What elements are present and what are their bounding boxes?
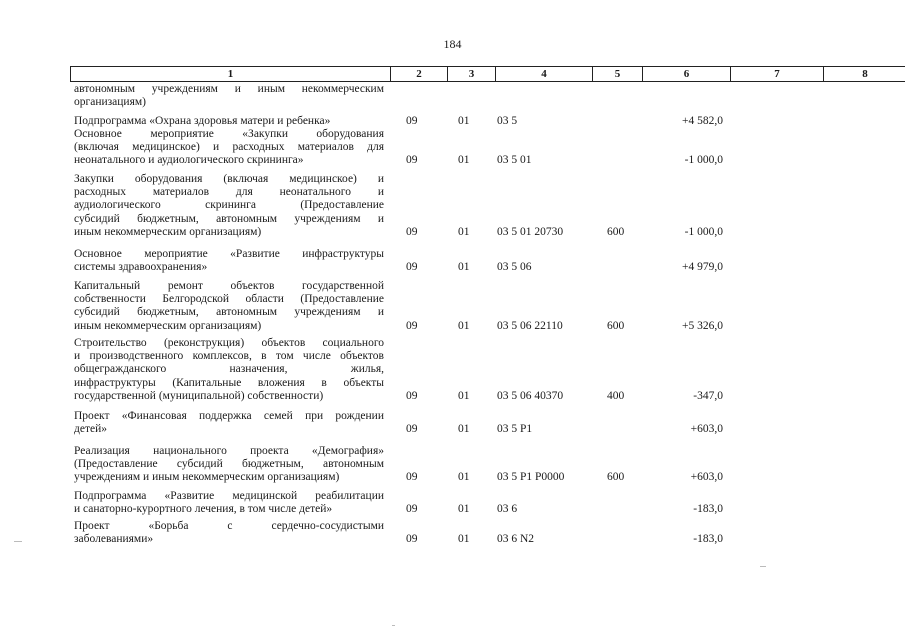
description-line: и производственного комплексов, в том числе объектов xyxy=(74,350,384,363)
scan-mark xyxy=(760,566,766,567)
header-col-7: 7 xyxy=(731,67,824,81)
description-line: аудиологического скрининга (Предоставление xyxy=(74,199,384,212)
row-description xyxy=(74,248,384,274)
description-line: автономным учреждениям и иным некоммерческим xyxy=(74,83,384,95)
section-code: 09 xyxy=(406,225,418,238)
expense-type-code: 400 xyxy=(607,389,625,402)
description-line: Закупки оборудования (включая медицинское) и xyxy=(74,173,384,185)
amount-value: +4 582,0 xyxy=(682,115,723,127)
amount-value: -183,0 xyxy=(693,533,723,546)
row-description xyxy=(74,490,384,516)
description-line: Подпрограмма «Охрана здоровья матери и ребенка» xyxy=(74,115,331,127)
description-line: государственной (муниципальной) собственности) xyxy=(74,389,324,402)
header-col-4: 4 xyxy=(496,67,593,81)
row-description xyxy=(74,520,384,546)
row-description xyxy=(74,337,384,403)
description-line: субсидий бюджетным, автономным учреждениям и xyxy=(74,306,384,319)
amount-value: -347,0 xyxy=(693,389,723,402)
amount-value: +603,0 xyxy=(690,471,723,484)
subsection-code: 01 xyxy=(458,319,470,332)
description-line: Проект «Финансовая поддержка семей при рождении xyxy=(74,410,384,422)
target-article-code: 03 5 06 22110 xyxy=(497,319,563,332)
section-code: 09 xyxy=(406,261,418,274)
amount-value: -183,0 xyxy=(693,503,723,516)
description-line: неонатального и аудиологического скрининга» xyxy=(74,154,304,167)
amount-value: +603,0 xyxy=(690,423,723,436)
row-description xyxy=(74,173,384,239)
row-description xyxy=(74,128,384,168)
description-line: организациям) xyxy=(74,96,146,109)
target-article-code: 03 5 06 40370 xyxy=(497,389,564,402)
description-line: инфраструктуры (Капитальные вложения в объекты xyxy=(74,376,384,389)
scan-mark xyxy=(392,625,395,626)
amount-value: -1 000,0 xyxy=(684,154,723,167)
subsection-code: 01 xyxy=(458,225,470,238)
description-line: Подпрограмма «Развитие медицинской реабилитации xyxy=(74,490,384,502)
target-article-code: 03 5 06 xyxy=(497,261,532,274)
description-line: иным некоммерческим организациям) xyxy=(74,225,262,238)
description-line: Проект «Борьба с сердечно-сосудистыми xyxy=(74,520,384,532)
section-code: 09 xyxy=(406,423,418,436)
row-description xyxy=(74,280,384,333)
page-number: 184 xyxy=(443,37,462,51)
subsection-code: 01 xyxy=(458,471,470,484)
subsection-code: 01 xyxy=(458,115,470,127)
description-line: субсидий бюджетным, автономным учреждениям и xyxy=(74,212,384,225)
header-col-1: 1 xyxy=(71,67,391,81)
section-code: 09 xyxy=(406,319,418,332)
description-line: Реализация национального проекта «Демография» xyxy=(74,445,384,457)
header-col-8: 8 xyxy=(862,68,868,80)
header-col-3: 3 xyxy=(448,67,496,81)
description-line: общегражданского назначения, жилья, xyxy=(74,363,384,376)
header-col-6: 6 xyxy=(643,67,731,81)
section-code: 09 xyxy=(406,533,418,546)
header-col-2: 2 xyxy=(391,67,448,81)
subsection-code: 01 xyxy=(458,503,470,516)
row-description xyxy=(74,445,384,485)
subsection-code: 01 xyxy=(458,423,470,436)
target-article-code: 03 5 P1 xyxy=(497,423,533,436)
description-line: собственности Белгородской области (Предоставление xyxy=(74,293,384,306)
subsection-code: 01 xyxy=(458,389,470,402)
section-code: 09 xyxy=(406,154,418,167)
expense-type-code: 600 xyxy=(607,471,625,484)
target-article-code: 03 6 xyxy=(497,503,518,516)
description-line: Строительство (реконструкция) объектов социального xyxy=(74,337,384,349)
expense-type-code: 600 xyxy=(607,319,625,332)
section-code: 09 xyxy=(406,115,418,127)
description-line: (включая медицинское) и расходных материалов для xyxy=(74,141,384,154)
section-code: 09 xyxy=(406,471,418,484)
target-article-code: 03 5 xyxy=(497,115,518,127)
target-article-code: 03 5 01 20730 xyxy=(497,225,564,238)
amount-value: +4 979,0 xyxy=(682,261,723,274)
description-line: расходных материалов для неонатального и xyxy=(74,186,384,199)
description-line: иным некоммерческим организациям) xyxy=(74,319,262,332)
scan-mark xyxy=(14,541,22,542)
description-line: Основное мероприятие «Закупки оборудования xyxy=(74,128,384,140)
description-line: системы здравоохранения» xyxy=(74,261,208,274)
description-line: и санаторно-курортного лечения, в том числе детей» xyxy=(74,503,333,516)
description-line: детей» xyxy=(74,423,107,436)
header-col-5: 5 xyxy=(593,67,643,81)
expense-type-code: 600 xyxy=(607,225,625,238)
target-article-code: 03 6 N2 xyxy=(497,533,535,546)
description-line: Капитальный ремонт объектов государственной xyxy=(74,280,384,292)
row-description xyxy=(74,410,384,436)
section-code: 09 xyxy=(406,503,418,516)
row-description xyxy=(74,115,384,128)
description-line: Основное мероприятие «Развитие инфраструктуры xyxy=(74,248,384,260)
row-description xyxy=(74,83,384,109)
description-line: (Предоставление субсидий бюджетным, автономным xyxy=(74,458,384,471)
subsection-code: 01 xyxy=(458,154,470,167)
amount-value: +5 326,0 xyxy=(682,319,723,332)
amount-value: -1 000,0 xyxy=(684,225,723,238)
description-line: заболеваниями» xyxy=(74,533,154,546)
subsection-code: 01 xyxy=(458,533,470,546)
section-code: 09 xyxy=(406,389,418,402)
target-article-code: 03 5 P1 P0000 xyxy=(497,471,565,484)
subsection-code: 01 xyxy=(458,261,470,274)
description-line: учреждениям и иным некоммерческим организациям) xyxy=(74,471,340,484)
target-article-code: 03 5 01 xyxy=(497,154,532,167)
